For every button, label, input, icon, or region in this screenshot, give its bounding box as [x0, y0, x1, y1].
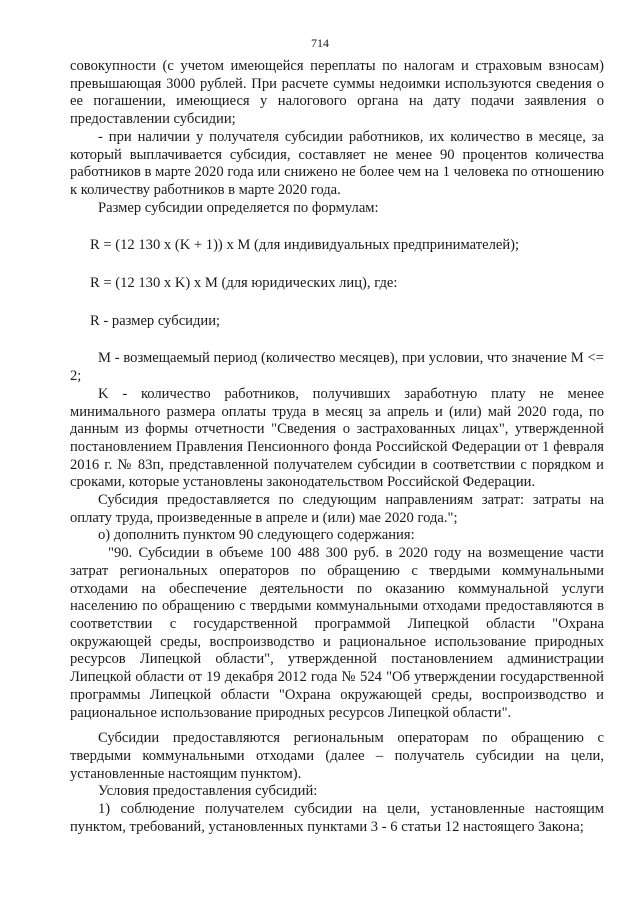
- definition-m: M - возмещаемый период (количество месяцев), при условии, что значение M <= 2;: [70, 350, 604, 385]
- paragraph-condition-1: 1) соблюдение получателем субсидии на цели, установленные настоящим пунктом, требований, установленных пунктами 3 - 6 статьи 12 настоящего Закона;: [70, 801, 604, 835]
- definition-r: R - размер субсидии;: [90, 312, 221, 329]
- paragraph-conditions-heading: Условия предоставления субсидий:: [98, 783, 318, 800]
- formula-legal-entities: R = (12 130 x K) x M (для юридических лиц), где:: [90, 275, 398, 292]
- definition-k: K - количество работников, получивших заработную плату не менее минимального размера оплаты труда в месяц за апрель и (или) май 2020 года, по данным из формы отчетности "Сведения о застрахованных лицах", утвержденной постановлением Правления Пенсионного фонда Российской Федерации от 1 февраля 2016 г. № 83п, представленной получателем субсидии в соответствии с порядком и сроками, которые установлены законодательством Российской Федерации.: [70, 385, 604, 491]
- document-body: [70, 58, 604, 836]
- paragraph-add-point-90: о) дополнить пунктом 90 следующего содержания:: [98, 527, 415, 544]
- paragraph-formula-intro: Размер субсидии определяется по формулам:: [98, 199, 379, 216]
- paragraph-employees-condition: - при наличии у получателя субсидии работников, их количество в месяце, за который выплачивается субсидия, составляет не менее 90 процентов количества работников в марте 2020 года или снижено не более чем на 1 человека по отношению к количеству работников в марте 2020 года.: [70, 128, 604, 198]
- formula-individual-entrepreneurs: R = (12 130 x (K + 1)) x M (для индивидуальных предпринимателей);: [90, 237, 520, 254]
- paragraph-point-90: "90. Субсидии в объеме 100 488 300 руб. в 2020 году на возмещение части затрат региональных операторов по обращению с твердыми коммунальными отходами на обеспечение деятельности по оказанию коммунальной услуги населению по обращению с твердыми коммунальными отходами предоставляются в соответствии с государственной программой Липецкой области "Охрана окружающей среды, воспроизводство и рациональное использование природных ресурсов Липецкой области", утвержденной постановлением администрации Липецкой области от 19 декабря 2012 года № 524 "Об утверждении государственной программы Липецкой области "Охрана окружающей среды, воспроизводство и рациональное использование природных ресурсов Липецкой области".: [70, 545, 604, 721]
- paragraph-expense-directions: Субсидия предоставляется по следующим направлениям затрат: затраты на оплату труда, произведенные в апреле и (или) мае 2020 года.";: [70, 492, 604, 526]
- paragraph-tax-arrears: совокупности (с учетом имеющейся переплаты по налогам и страховым взносам) превышающая 3000 рублей. При расчете суммы недоимки используются сведения о ее погашении, имеющиеся у налогового органа на дату подачи заявления о предоставлении субсидии;: [70, 58, 604, 128]
- page-number: 714: [311, 36, 329, 50]
- paragraph-regional-operators: Субсидии предоставляются региональным операторам по обращению с твердыми коммунальными отходами (далее – получатель субсидии на цели, установленные настоящим пунктом).: [70, 730, 604, 782]
